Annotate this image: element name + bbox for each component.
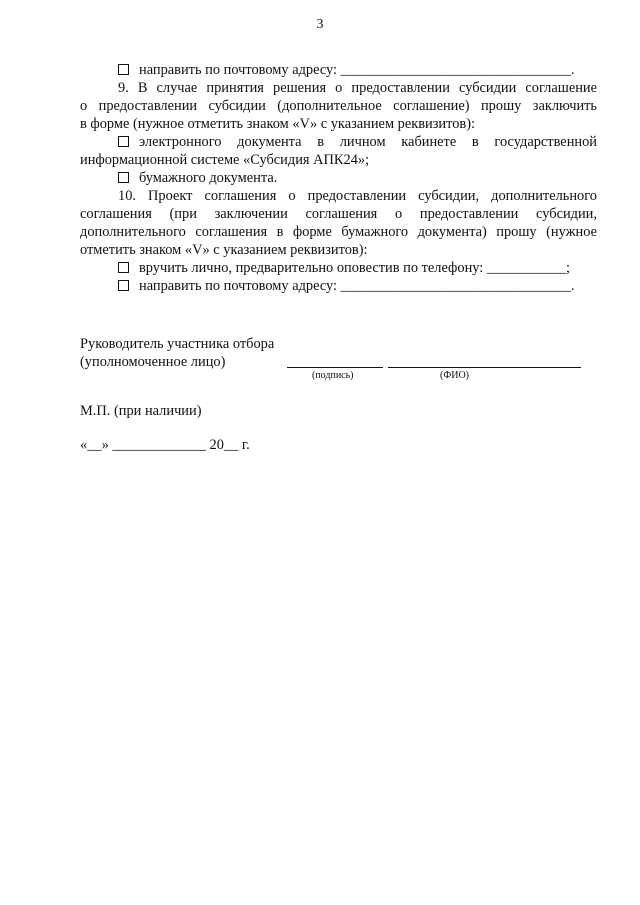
signature-line[interactable]: [287, 367, 383, 368]
option-text: направить по почтовому адресу: ________________________________.: [139, 62, 575, 78]
paragraph-9-line-2: о предоставлении субсидии (дополнительное соглашение) прошу заключить: [80, 98, 597, 114]
full-name-caption: (ФИО): [440, 370, 470, 381]
electronic-document-option-cont: информационной системе «Субсидия АПК24»;: [80, 152, 370, 168]
signer-role-line-2: (уполномоченное лицо): [80, 354, 226, 370]
option-text: направить по почтовому адресу: ________________________________.: [139, 278, 575, 294]
paragraph-10-line-2: соглашения (при заключении соглашения о предоставлении субсидии,: [80, 206, 597, 222]
page-number: 3: [316, 17, 324, 32]
postal-address-option-bottom: [118, 277, 597, 295]
full-name-line[interactable]: [388, 367, 581, 368]
checkbox[interactable]: [118, 136, 129, 147]
paragraph-9-line-3: в форме (нужное отметить знаком «V» с указанием реквизитов):: [80, 116, 475, 132]
electronic-document-option: [118, 133, 597, 151]
option-text: бумажного документа.: [139, 170, 278, 186]
checkbox[interactable]: [118, 172, 129, 183]
paragraph-9-line-1: 9. В случае принятия решения о предоставлении субсидии соглашение: [118, 80, 597, 96]
date-line[interactable]: «__» _____________ 20__ г.: [80, 437, 250, 453]
stamp-label: М.П. (при наличии): [80, 403, 202, 419]
signer-role-line-1: Руководитель участника отбора: [80, 336, 275, 352]
option-text: вручить лично, предварительно оповестив по телефону: ___________;: [139, 260, 571, 276]
signature-caption: (подпись): [312, 370, 354, 381]
checkbox[interactable]: [118, 64, 129, 75]
checkbox[interactable]: [118, 262, 129, 273]
paragraph-10-line-4: отметить знаком «V» с указанием реквизитов):: [80, 242, 368, 258]
checkbox[interactable]: [118, 280, 129, 291]
paragraph-10-line-1: 10. Проект соглашения о предоставлении субсидии, дополнительного: [118, 188, 597, 204]
postal-address-option-top: [118, 61, 597, 79]
paper-document-option: [118, 169, 597, 187]
paragraph-10-line-3: дополнительного соглашения в форме бумажного документа) прошу (нужное: [80, 224, 597, 240]
hand-deliver-option: [118, 259, 597, 277]
option-text: электронного документа в личном кабинете в государственной: [139, 134, 597, 150]
